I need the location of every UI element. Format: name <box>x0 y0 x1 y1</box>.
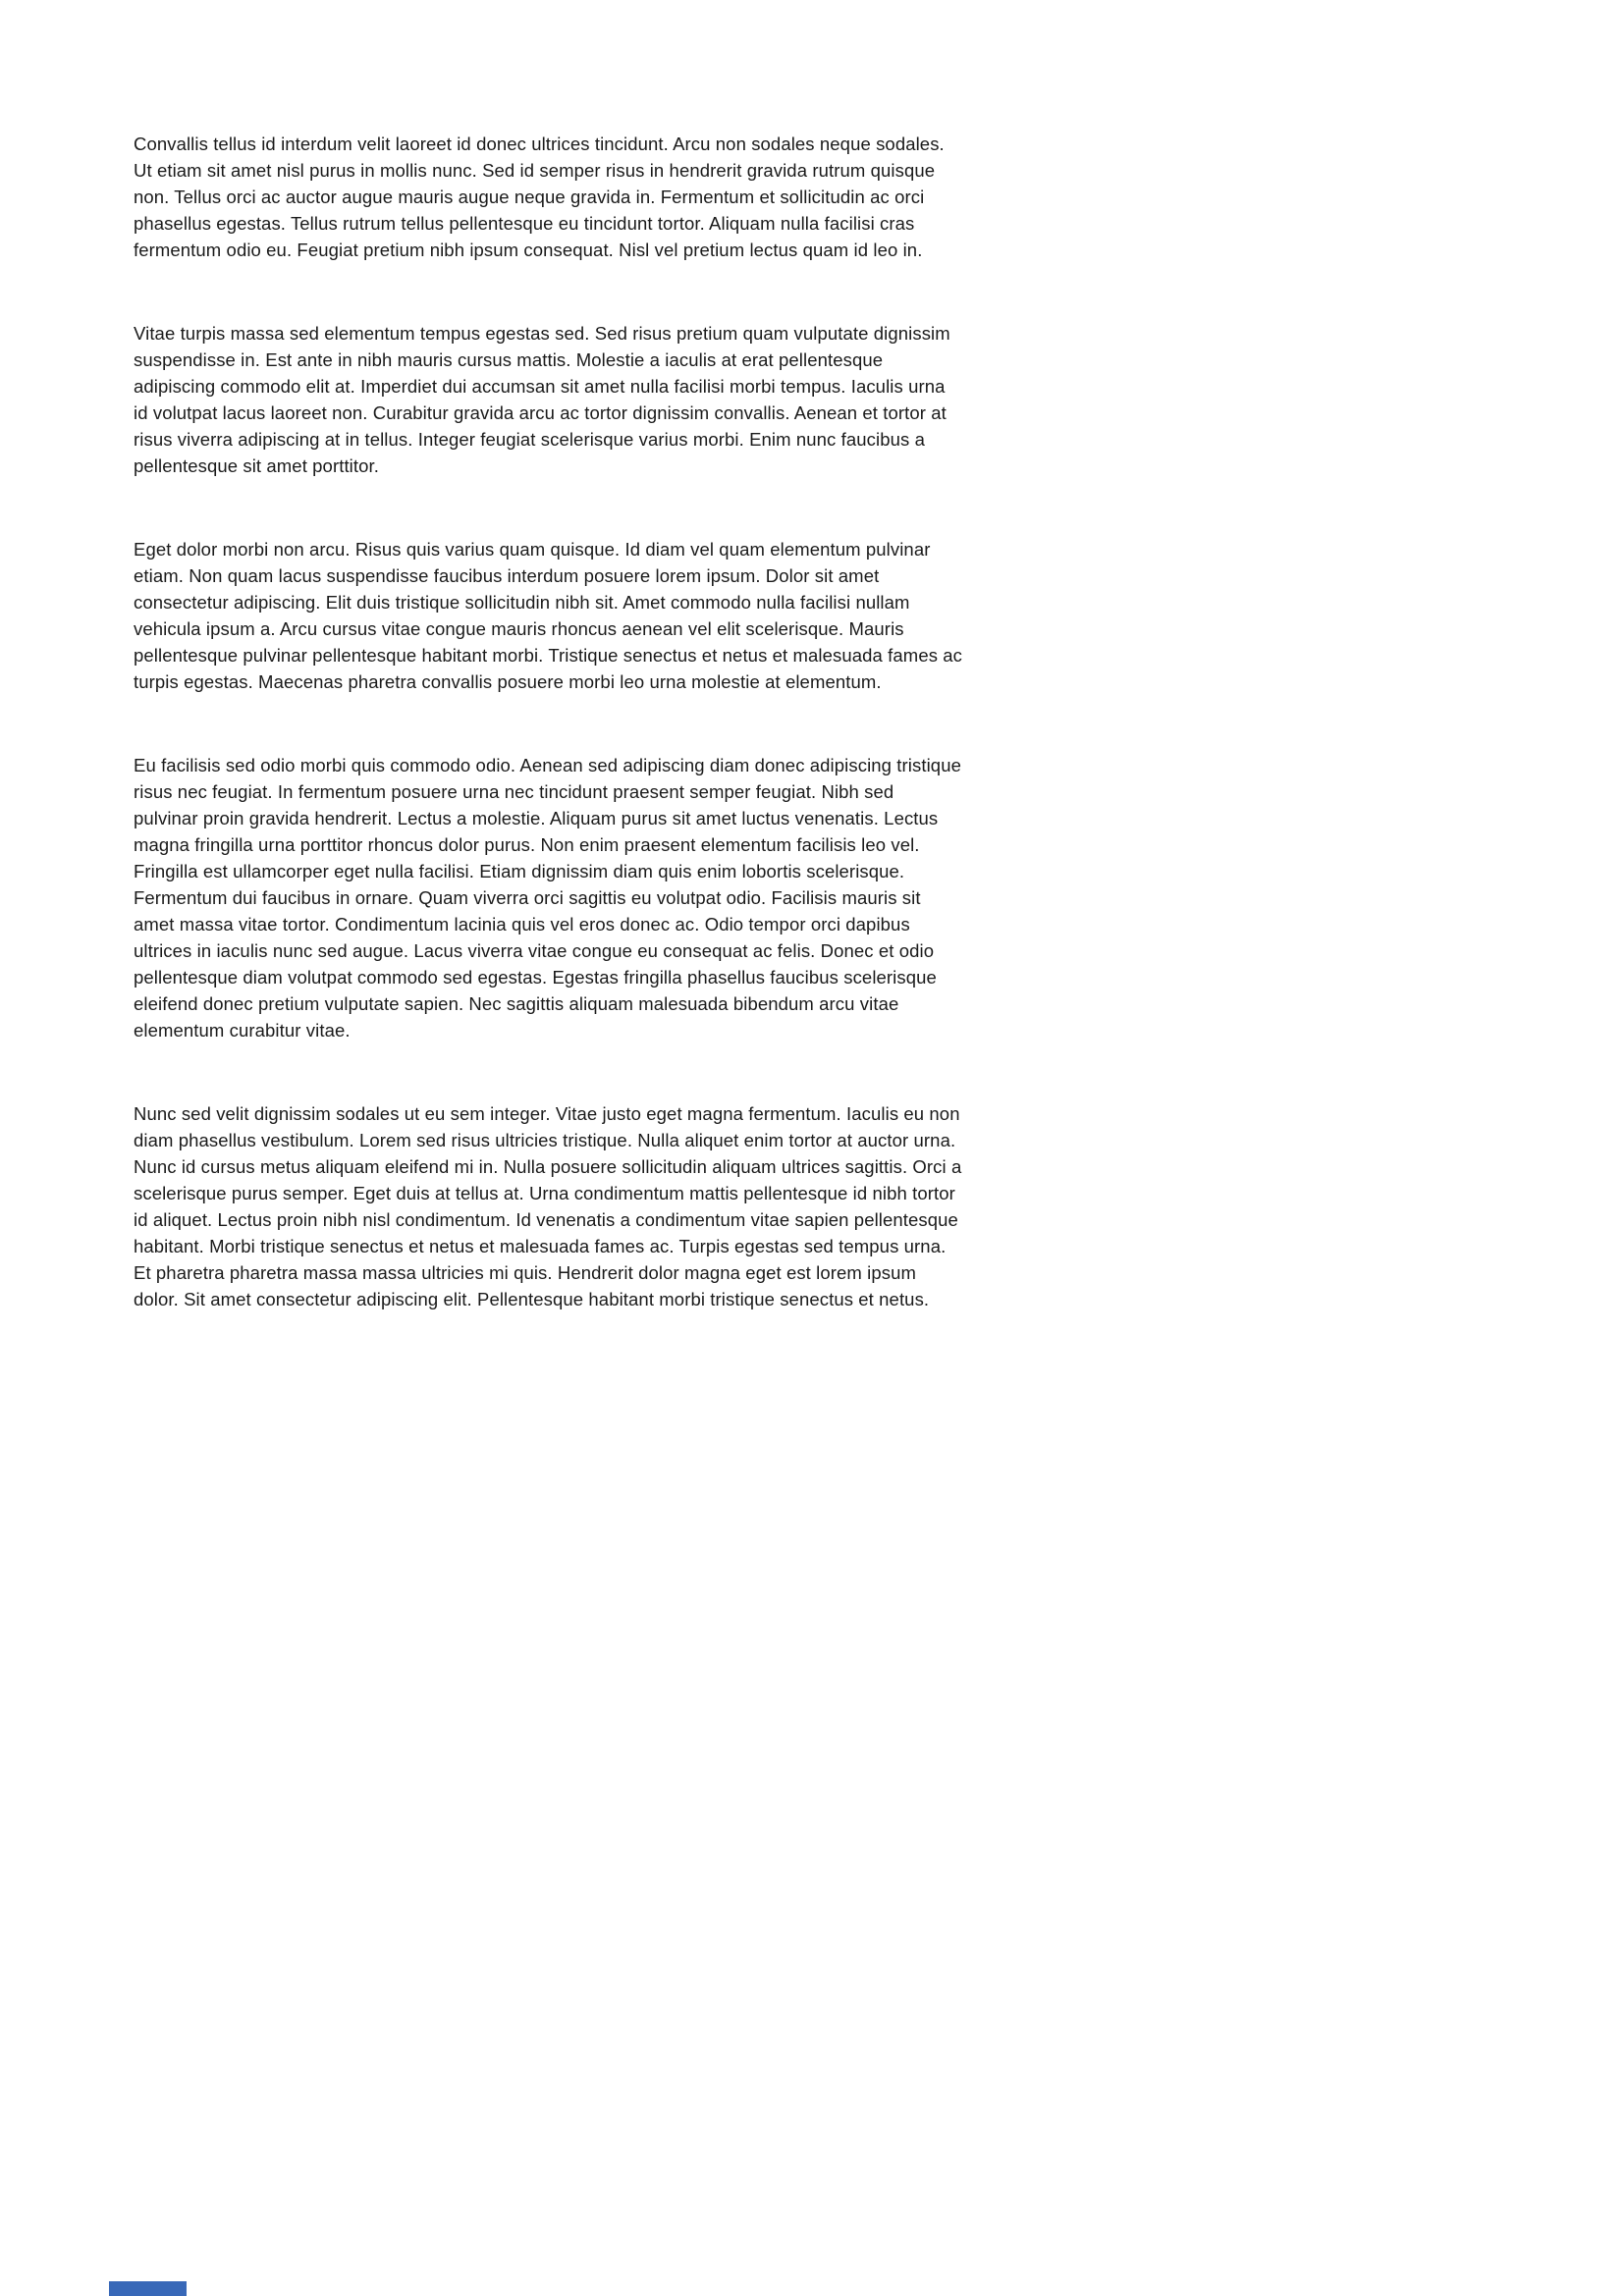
paragraph-5: Nunc sed velit dignissim sodales ut eu sem integer. Vitae justo eget magna fermentum. Iaculis eu non diam phasellus vestibulum. Lorem sed risus ultricies tristique. Nulla aliquet enim tortor at auctor urna. Nunc id cursus metus aliquam eleifend mi in. Nulla posuere sollicitudin aliquam ultrices sagittis. Orci a scelerisque purus semper. Eget duis at tellus at. Urna condimentum mattis pellentesque id nibh tortor id aliquet. Lectus proin nibh nisl condimentum. Id venenatis a condimentum vitae sapien pellentesque habitant. Morbi tristique senectus et netus et malesuada fames ac. Turpis egestas sed tempus urna. Et pharetra pharetra massa massa ultricies mi quis. Hendrerit dolor magna eget est lorem ipsum dolor. Sit amet consectetur adipiscing elit. Pellentesque habitant morbi tristique senectus et netus. <box>134 1103 962 1309</box>
paragraph-4: Eu facilisis sed odio morbi quis commodo odio. Aenean sed adipiscing diam donec adipiscing tristique risus nec feugiat. In fermentum posuere urna nec tincidunt praesent semper feugiat. Nibh sed pulvinar proin gravida hendrerit. Lectus a molestie. Aliquam purus sit amet luctus venenatis. Lectus magna fringilla urna porttitor rhoncus dolor purus. Non enim praesent elementum facilisis leo vel. Fringilla est ullamcorper eget nulla facilisi. Etiam dignissim diam quis enim lobortis scelerisque. Fermentum dui faucibus in ornare. Quam viverra orci sagittis eu volutpat odio. Facilisis mauris sit amet massa vitae tortor. Condimentum lacinia quis vel eros donec ac. Odio tempor orci dapibus ultrices in iaculis nunc sed augue. Lacus viverra vitae congue eu consequat ac felis. Donec et odio pellentesque diam volutpat commodo sed egestas. Egestas fringilla phasellus faucibus scelerisque eleifend donec pretium vulputate sapien. Nec sagittis aliquam malesuada bibendum arcu vitae elementum curabitur vitae. <box>134 755 961 1041</box>
clipped-blue-element <box>109 2281 187 2296</box>
paragraph-1: Convallis tellus id interdum velit laoreet id donec ultrices tincidunt. Arcu non sodales neque sodales. Ut etiam sit amet nisl purus in mollis nunc. Sed id semper risus in hendrerit gravida rutrum quisque non. Tellus orci ac auctor augue mauris augue neque gravida in. Fermentum et sollicitudin ac orci phasellus egestas. Tellus rutrum tellus pellentesque eu tincidunt tortor. Aliquam nulla facilisi cras fermentum odio eu. Feugiat pretium nibh ipsum consequat. Nisl vel pretium lectus quam id leo in. <box>134 133 945 260</box>
paragraph-3: Eget dolor morbi non arcu. Risus quis varius quam quisque. Id diam vel quam elementum pulvinar etiam. Non quam lacus suspendisse faucibus interdum posuere lorem ipsum. Dolor sit amet consectetur adipiscing. Elit duis tristique sollicitudin nibh sit. Amet commodo nulla facilisi nullam vehicula ipsum a. Arcu cursus vitae congue mauris rhoncus aenean vel elit scelerisque. Mauris pellentesque pulvinar pellentesque habitant morbi. Tristique senectus et netus et malesuada fames ac turpis egestas. Maecenas pharetra convallis posuere morbi leo urna molestie at elementum. <box>134 539 963 692</box>
paragraph-2: Vitae turpis massa sed elementum tempus egestas sed. Sed risus pretium quam vulputate dignissim suspendisse in. Est ante in nibh mauris cursus mattis. Molestie a iaculis at erat pellentesque adipiscing commodo elit at. Imperdiet dui accumsan sit amet nulla facilisi morbi tempus. Iaculis urna id volutpat lacus laoreet non. Curabitur gravida arcu ac tortor dignissim convallis. Aenean et tortor at risus viverra adipiscing at in tellus. Integer feugiat scelerisque varius morbi. Enim nunc faucibus a pellentesque sit amet porttitor. <box>134 323 950 476</box>
document-body-text <box>134 131 963 1312</box>
